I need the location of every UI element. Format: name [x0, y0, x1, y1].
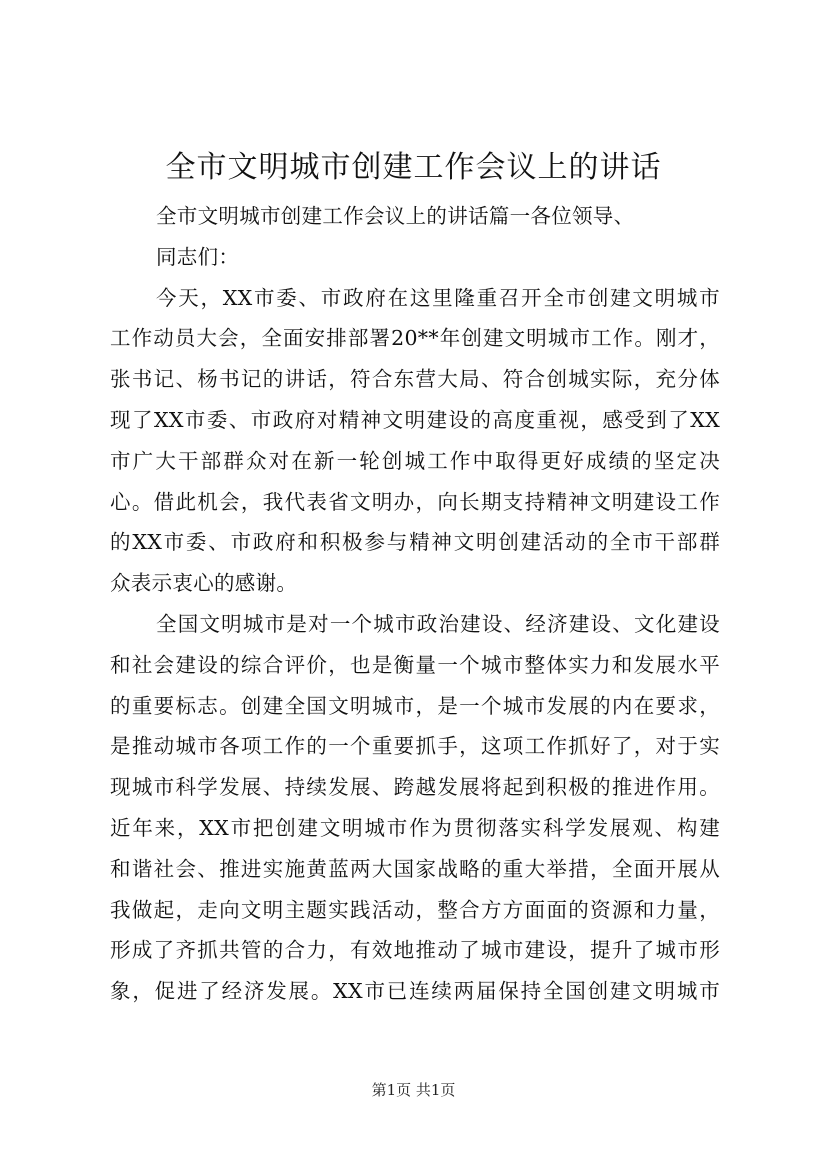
- text-line: 全市文明城市创建工作会议上的讲话篇一各位领导、: [156, 204, 635, 228]
- text-line: 象，促进了经济发展。XX市已连续两届保持全国创建文明城市: [110, 979, 720, 1004]
- text-line: 的重要标志。创建全国文明城市，是一个城市发展的内在要求，: [110, 693, 720, 718]
- page-footer: 第1页 共1页: [371, 1081, 456, 1099]
- text-line: 心。借此机会，我代表省文明办，向长期支持精神文明建设工作: [110, 489, 720, 514]
- text-line: 是推动城市各项工作的一个重要抓手，这项工作抓好了，对于实: [110, 734, 720, 759]
- text-line: 众表示衷心的感谢。: [110, 571, 298, 596]
- text-line: 和谐社会、推进实施黄蓝两大国家战略的重大举措，全面开展从: [110, 856, 720, 881]
- text-line: 同志们：: [156, 244, 240, 269]
- document-body: [110, 196, 720, 1012]
- text-line: 全国文明城市是对一个城市政治建设、经济建设、文化建设: [156, 611, 720, 636]
- text-line: 现城市科学发展、持续发展、跨越发展将起到积极的推进作用。: [110, 775, 720, 800]
- text-line: 的XX市委、市政府和积极参与精神文明创建活动的全市干部群: [110, 530, 720, 555]
- text-line: 今天，XX市委、市政府在这里隆重召开全市创建文明城市: [156, 285, 720, 310]
- text-line: 我做起，走向文明主题实践活动，整合方方面面的资源和力量，: [110, 897, 720, 922]
- text-line: 市广大干部群众对在新一轮创城工作中取得更好成绩的坚定决: [110, 448, 720, 473]
- document-title: 全市文明城市创建工作会议上的讲话: [165, 150, 662, 185]
- text-line: 形成了齐抓共管的合力，有效地推动了城市建设，提升了城市形: [110, 938, 720, 963]
- text-line: 工作动员大会，全面安排部署20**年创建文明城市工作。刚才，: [110, 326, 720, 351]
- text-line: 张书记、杨书记的讲话，符合东营大局、符合创城实际，充分体: [110, 367, 720, 392]
- text-line: 和社会建设的综合评价，也是衡量一个城市整体实力和发展水平: [110, 652, 720, 677]
- text-line: 现了XX市委、市政府对精神文明建设的高度重视，感受到了XX: [110, 407, 720, 432]
- text-line: 近年来，XX市把创建文明城市作为贯彻落实科学发展观、构建: [110, 815, 720, 840]
